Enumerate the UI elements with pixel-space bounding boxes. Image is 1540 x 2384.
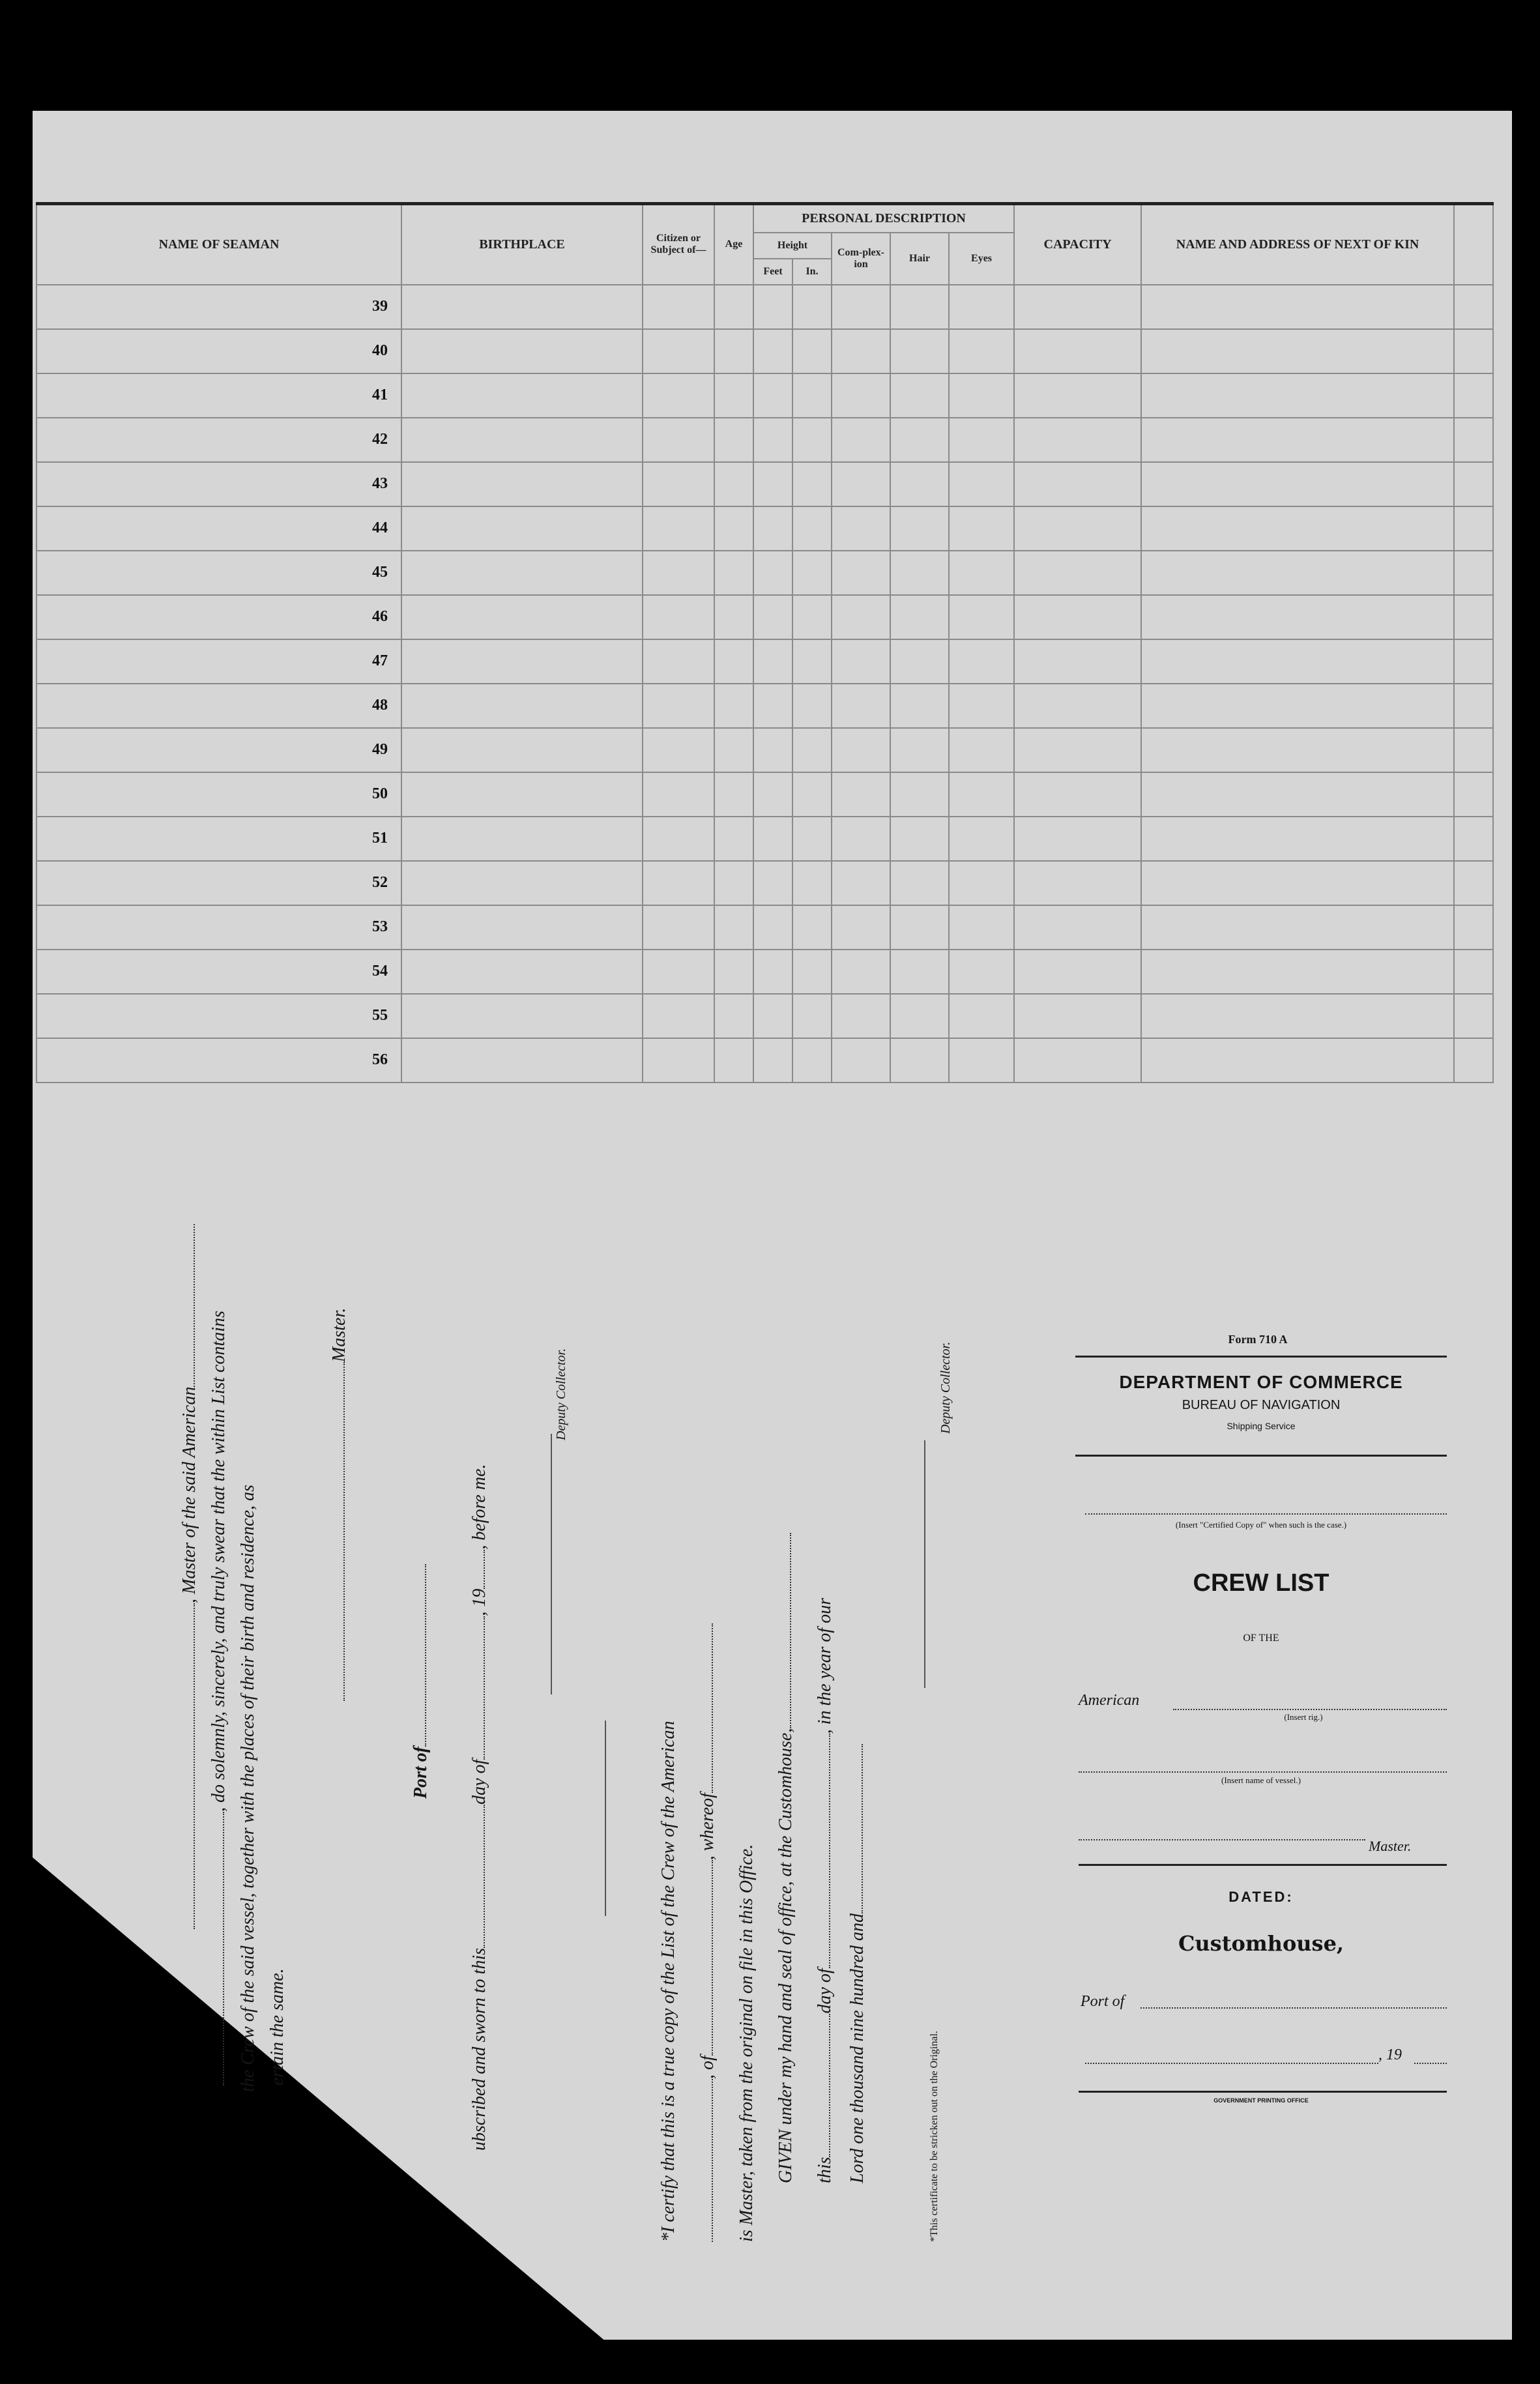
table-cell[interactable] — [1014, 817, 1141, 861]
table-cell[interactable] — [401, 684, 643, 728]
divider-line — [605, 1721, 606, 1916]
table-cell[interactable] — [714, 861, 753, 905]
table-cell[interactable] — [401, 418, 643, 462]
table-cell[interactable] — [949, 684, 1014, 728]
cert-deputy: Deputy Collector. — [938, 1341, 953, 1434]
row-number: 50 — [36, 772, 401, 817]
table-cell[interactable] — [792, 684, 832, 728]
form-dated: DATED: — [1228, 1889, 1294, 1905]
table-cell[interactable] — [1014, 506, 1141, 551]
table-cell[interactable] — [1141, 418, 1454, 462]
row-number: 43 — [36, 462, 401, 506]
table-cell[interactable] — [643, 639, 714, 684]
table-cell[interactable] — [753, 817, 792, 861]
table-cell[interactable] — [792, 772, 832, 817]
table-cell[interactable] — [949, 462, 1014, 506]
row-number: 56 — [36, 1038, 401, 1083]
table-cell[interactable] — [1141, 285, 1454, 329]
table-cell[interactable] — [792, 285, 832, 329]
table-cell[interactable] — [1141, 1038, 1454, 1083]
header-height: Height — [753, 233, 832, 259]
header-kin: NAME AND ADDRESS OF NEXT OF KIN — [1141, 204, 1454, 285]
table-row — [36, 905, 1493, 950]
oath-master-line: Master. — [329, 1308, 350, 1701]
form-rule-mid — [1075, 1455, 1447, 1458]
row-number: 41 — [36, 373, 401, 418]
table-cell[interactable] — [401, 639, 643, 684]
table-cell[interactable] — [643, 595, 714, 639]
table-cell[interactable] — [643, 950, 714, 994]
table-cell[interactable] — [401, 551, 643, 595]
table-cell[interactable] — [714, 462, 753, 506]
table-cell[interactable] — [753, 639, 792, 684]
table-cell[interactable] — [1014, 684, 1141, 728]
table-cell[interactable] — [832, 506, 890, 551]
table-cell[interactable] — [401, 462, 643, 506]
table-cell[interactable] — [753, 994, 792, 1038]
table-cell[interactable] — [792, 462, 832, 506]
table-cell[interactable] — [714, 418, 753, 462]
table-cell[interactable] — [949, 329, 1014, 373]
row-number: 40 — [36, 329, 401, 373]
table-cell[interactable] — [1454, 595, 1493, 639]
table-cell[interactable] — [890, 285, 949, 329]
table-cell[interactable] — [949, 817, 1014, 861]
oath-line-4: ertain the same. — [267, 1968, 287, 2086]
row-number: 52 — [36, 861, 401, 905]
table-cell[interactable] — [949, 728, 1014, 772]
table-cell[interactable] — [949, 595, 1014, 639]
row-number: 46 — [36, 595, 401, 639]
table-cell[interactable] — [1014, 329, 1141, 373]
table-cell[interactable] — [792, 861, 832, 905]
table-cell[interactable] — [643, 861, 714, 905]
table-cell[interactable] — [401, 861, 643, 905]
table-cell[interactable] — [714, 329, 753, 373]
table-cell[interactable] — [832, 772, 890, 817]
form-year-line — [1414, 2063, 1447, 2065]
table-cell[interactable] — [832, 950, 890, 994]
row-number: 44 — [36, 506, 401, 551]
table-cell[interactable] — [832, 595, 890, 639]
header-extra — [1454, 204, 1493, 285]
table-cell[interactable] — [401, 772, 643, 817]
form-customhouse: Customhouse, — [1178, 1931, 1344, 1956]
table-cell[interactable] — [714, 905, 753, 950]
row-number: 42 — [36, 418, 401, 462]
row-number: 47 — [36, 639, 401, 684]
table-cell[interactable] — [401, 728, 643, 772]
table-cell[interactable] — [643, 684, 714, 728]
table-cell[interactable] — [792, 373, 832, 418]
table-cell[interactable] — [832, 1038, 890, 1083]
table-cell[interactable] — [643, 285, 714, 329]
table-cell[interactable] — [714, 728, 753, 772]
table-cell[interactable] — [1454, 285, 1493, 329]
table-cell[interactable] — [643, 728, 714, 772]
table-cell[interactable] — [949, 905, 1014, 950]
cert-footnote: *This certificate to be stricken out on the Original. — [929, 2031, 940, 2242]
table-cell[interactable] — [643, 772, 714, 817]
table-cell[interactable] — [890, 684, 949, 728]
table-cell[interactable] — [890, 506, 949, 551]
row-number: 49 — [36, 728, 401, 772]
table-cell[interactable] — [714, 373, 753, 418]
table-cell[interactable] — [1014, 639, 1141, 684]
table-cell[interactable] — [832, 462, 890, 506]
table-cell[interactable] — [890, 950, 949, 994]
table-cell[interactable] — [714, 285, 753, 329]
form-date-line — [1085, 2063, 1378, 2065]
table-cell[interactable] — [1141, 462, 1454, 506]
table-cell[interactable] — [792, 1038, 832, 1083]
header-complexion: Com-plex-ion — [832, 233, 890, 285]
table-cell[interactable] — [1454, 772, 1493, 817]
table-cell[interactable] — [1141, 373, 1454, 418]
table-cell[interactable] — [753, 728, 792, 772]
table-cell[interactable] — [1014, 418, 1141, 462]
form-port-line — [1140, 2007, 1447, 2010]
form-year: , 19 — [1378, 2046, 1402, 2063]
table-cell[interactable] — [832, 285, 890, 329]
table-cell[interactable] — [1014, 861, 1141, 905]
crew-table — [36, 202, 1494, 1083]
torn-corner — [33, 1857, 619, 2353]
cert-line-5: thisday of, in the year of our — [815, 1597, 835, 2183]
table-cell[interactable] — [890, 595, 949, 639]
table-cell[interactable] — [890, 639, 949, 684]
form-rule-bottom — [1079, 2091, 1447, 2094]
table-cell[interactable] — [890, 329, 949, 373]
table-cell[interactable] — [949, 285, 1014, 329]
header-name: NAME OF SEAMAN — [36, 204, 401, 285]
table-cell[interactable] — [1454, 551, 1493, 595]
table-cell[interactable] — [1141, 506, 1454, 551]
table-cell[interactable] — [949, 772, 1014, 817]
table-cell[interactable] — [949, 861, 1014, 905]
table-cell[interactable] — [1454, 506, 1493, 551]
table-cell[interactable] — [890, 462, 949, 506]
oath-line-1: , Master of the said American — [179, 1224, 200, 1929]
table-cell[interactable] — [753, 506, 792, 551]
table-cell[interactable] — [1014, 1038, 1141, 1083]
table-cell[interactable] — [832, 817, 890, 861]
table-cell[interactable] — [1014, 905, 1141, 950]
row-number: 45 — [36, 551, 401, 595]
table-cell[interactable] — [753, 950, 792, 994]
table-cell[interactable] — [1454, 728, 1493, 772]
table-row — [36, 329, 1493, 373]
oath-deputy: Deputy Collector. — [554, 1348, 568, 1440]
table-cell[interactable] — [1454, 373, 1493, 418]
table-cell[interactable] — [643, 418, 714, 462]
table-cell[interactable] — [949, 373, 1014, 418]
table-row — [36, 994, 1493, 1038]
form-number: Form 710 A — [1228, 1333, 1288, 1346]
table-cell[interactable] — [1141, 684, 1454, 728]
form-rig-line — [1173, 1709, 1447, 1711]
table-cell[interactable] — [1454, 684, 1493, 728]
table-row — [36, 684, 1493, 728]
table-cell[interactable] — [714, 506, 753, 551]
table-cell[interactable] — [792, 994, 832, 1038]
table-cell[interactable] — [1141, 772, 1454, 817]
table-row — [36, 506, 1493, 551]
table-cell[interactable] — [714, 772, 753, 817]
oath-subscribed: ubscribed and sworn to thisday of, 19, before me. — [469, 1464, 489, 2151]
table-cell[interactable] — [949, 1038, 1014, 1083]
table-cell[interactable] — [832, 551, 890, 595]
form-name-line — [1079, 1771, 1447, 1774]
form-american: American — [1079, 1692, 1140, 1709]
table-row — [36, 462, 1493, 506]
table-cell[interactable] — [753, 329, 792, 373]
table-cell[interactable] — [1014, 950, 1141, 994]
table-cell[interactable] — [401, 329, 643, 373]
table-cell[interactable] — [753, 462, 792, 506]
table-cell[interactable] — [753, 905, 792, 950]
form-insert-rig: (Insert rig.) — [1284, 1712, 1323, 1722]
table-cell[interactable] — [753, 861, 792, 905]
table-cell[interactable] — [890, 418, 949, 462]
table-cell[interactable] — [753, 1038, 792, 1083]
table-cell[interactable] — [643, 1038, 714, 1083]
header-capacity: CAPACITY — [1014, 204, 1141, 285]
table-cell[interactable] — [714, 551, 753, 595]
table-cell[interactable] — [401, 994, 643, 1038]
table-cell[interactable] — [643, 373, 714, 418]
row-number: 55 — [36, 994, 401, 1038]
form-bureau: BUREAU OF NAVIGATION — [1182, 1398, 1341, 1412]
table-cell[interactable] — [401, 817, 643, 861]
table-cell[interactable] — [401, 1038, 643, 1083]
table-cell[interactable] — [753, 418, 792, 462]
table-cell[interactable] — [1454, 462, 1493, 506]
cert-line-6: Lord one thousand nine hundred and — [847, 1744, 868, 2183]
table-cell[interactable] — [643, 551, 714, 595]
table-cell[interactable] — [643, 905, 714, 950]
row-number: 54 — [36, 950, 401, 994]
table-cell[interactable] — [792, 551, 832, 595]
table-row — [36, 728, 1493, 772]
table-cell[interactable] — [753, 285, 792, 329]
form-insert-name: (Insert name of vessel.) — [1221, 1775, 1301, 1785]
header-eyes: Eyes — [949, 233, 1014, 285]
table-cell[interactable] — [714, 684, 753, 728]
form-copy-line — [1085, 1513, 1447, 1516]
table-row — [36, 1038, 1493, 1083]
oath-line-3: the Crew of the said vessel, together with the places of their birth and residence, as — [238, 1485, 258, 2092]
table-cell[interactable] — [1141, 728, 1454, 772]
table-cell[interactable] — [753, 684, 792, 728]
table-cell[interactable] — [890, 994, 949, 1038]
table-cell[interactable] — [832, 418, 890, 462]
table-cell[interactable] — [643, 329, 714, 373]
header-hair: Hair — [890, 233, 949, 285]
oath-port: Port of — [411, 1564, 431, 1799]
table-cell[interactable] — [1141, 551, 1454, 595]
table-cell[interactable] — [792, 817, 832, 861]
oath-line-2: , do solemnly, sincerely, and truly swear that the within List contains — [209, 1311, 229, 2086]
table-cell[interactable] — [1454, 950, 1493, 994]
row-number: 53 — [36, 905, 401, 950]
form-title: CREW LIST — [1193, 1569, 1329, 1597]
table-cell[interactable] — [792, 950, 832, 994]
form-rule-top — [1075, 1356, 1447, 1359]
table-cell[interactable] — [792, 506, 832, 551]
form-printer: GOVERNMENT PRINTING OFFICE — [1213, 2097, 1309, 2104]
table-cell[interactable] — [1454, 418, 1493, 462]
table-row — [36, 772, 1493, 817]
table-cell[interactable] — [401, 373, 643, 418]
table-cell[interactable] — [890, 1038, 949, 1083]
table-cell[interactable] — [1454, 817, 1493, 861]
table-cell[interactable] — [643, 994, 714, 1038]
table-cell[interactable] — [714, 595, 753, 639]
table-cell[interactable] — [949, 506, 1014, 551]
table-cell[interactable] — [1141, 994, 1454, 1038]
table-cell[interactable] — [401, 285, 643, 329]
cert-line-3: is Master, taken from the original on file in this Office. — [736, 1844, 757, 2242]
table-cell[interactable] — [753, 772, 792, 817]
table-cell[interactable] — [1454, 861, 1493, 905]
table-cell[interactable] — [832, 994, 890, 1038]
table-cell[interactable] — [714, 1038, 753, 1083]
table-row — [36, 418, 1493, 462]
header-personal: PERSONAL DESCRIPTION — [753, 204, 1014, 233]
table-cell[interactable] — [1454, 994, 1493, 1038]
table-cell[interactable] — [753, 551, 792, 595]
table-cell[interactable] — [1141, 950, 1454, 994]
table-row — [36, 950, 1493, 994]
form-of-the: OF THE — [1243, 1633, 1279, 1644]
table-cell[interactable] — [401, 905, 643, 950]
cert-line-4: GIVEN under my hand and seal of office, at the Customhouse, — [776, 1533, 796, 2183]
row-number: 39 — [36, 285, 401, 329]
cert-line-2: , of, whereof — [697, 1623, 718, 2242]
table-row — [36, 639, 1493, 684]
table-cell[interactable] — [832, 728, 890, 772]
table-cell[interactable] — [792, 639, 832, 684]
table-row — [36, 551, 1493, 595]
table-row — [36, 285, 1493, 329]
table-cell[interactable] — [643, 506, 714, 551]
table-cell[interactable] — [890, 772, 949, 817]
table-cell[interactable] — [890, 728, 949, 772]
table-cell[interactable] — [1141, 639, 1454, 684]
table-cell[interactable] — [643, 817, 714, 861]
header-inches: In. — [792, 259, 832, 285]
table-row — [36, 373, 1493, 418]
table-cell[interactable] — [1141, 595, 1454, 639]
table-cell[interactable] — [949, 994, 1014, 1038]
table-cell[interactable] — [753, 595, 792, 639]
table-cell[interactable] — [832, 861, 890, 905]
table-cell[interactable] — [714, 950, 753, 994]
form-dept: DEPARTMENT OF COMMERCE — [1119, 1372, 1403, 1392]
table-cell[interactable] — [832, 905, 890, 950]
table-cell[interactable] — [1014, 462, 1141, 506]
table-cell[interactable] — [1454, 639, 1493, 684]
form-insert-copy: (Insert "Certified Copy of" when such is the case.) — [1175, 1520, 1347, 1530]
row-number: 48 — [36, 684, 401, 728]
table-cell[interactable] — [643, 462, 714, 506]
table-cell[interactable] — [714, 994, 753, 1038]
form-master-line — [1079, 1839, 1365, 1842]
table-cell[interactable] — [832, 684, 890, 728]
table-cell[interactable] — [832, 639, 890, 684]
cert-deputy-line — [924, 1440, 925, 1688]
table-cell[interactable] — [949, 639, 1014, 684]
table-cell[interactable] — [792, 329, 832, 373]
oath-deputy-line — [551, 1434, 552, 1694]
table-cell[interactable] — [792, 418, 832, 462]
table-cell[interactable] — [1141, 329, 1454, 373]
table-cell[interactable] — [792, 905, 832, 950]
form-port: Port of — [1081, 1993, 1125, 2010]
cert-line-1: *I certify that this is a true copy of the List of the Crew of the American — [658, 1721, 678, 2242]
table-cell[interactable] — [1454, 1038, 1493, 1083]
table-cell[interactable] — [401, 595, 643, 639]
table-cell[interactable] — [890, 817, 949, 861]
table-cell[interactable] — [890, 905, 949, 950]
table-cell[interactable] — [1014, 551, 1141, 595]
table-cell[interactable] — [792, 595, 832, 639]
table-cell[interactable] — [1141, 905, 1454, 950]
form-rule-dated — [1079, 1864, 1447, 1867]
form-master: Master. — [1369, 1838, 1412, 1854]
table-cell[interactable] — [401, 506, 643, 551]
header-age: Age — [714, 204, 753, 285]
table-cell[interactable] — [890, 551, 949, 595]
table-cell[interactable] — [1014, 728, 1141, 772]
table-cell[interactable] — [949, 418, 1014, 462]
table-cell[interactable] — [1014, 994, 1141, 1038]
table-cell[interactable] — [1141, 817, 1454, 861]
table-cell[interactable] — [714, 817, 753, 861]
table-row — [36, 817, 1493, 861]
table-cell[interactable] — [1454, 905, 1493, 950]
table-cell[interactable] — [1014, 595, 1141, 639]
form-service: Shipping Service — [1227, 1421, 1296, 1431]
table-cell[interactable] — [1014, 772, 1141, 817]
table-cell[interactable] — [1014, 373, 1141, 418]
table-cell[interactable] — [753, 373, 792, 418]
table-cell[interactable] — [1014, 285, 1141, 329]
table-cell[interactable] — [949, 551, 1014, 595]
header-feet: Feet — [753, 259, 792, 285]
table-cell[interactable] — [1141, 861, 1454, 905]
header-birthplace: BIRTHPLACE — [401, 204, 643, 285]
row-number: 51 — [36, 817, 401, 861]
table-cell[interactable] — [1454, 329, 1493, 373]
table-cell[interactable] — [714, 639, 753, 684]
table-row — [36, 861, 1493, 905]
table-row — [36, 595, 1493, 639]
table-cell[interactable] — [890, 373, 949, 418]
table-cell[interactable] — [890, 861, 949, 905]
table-cell[interactable] — [832, 329, 890, 373]
table-cell[interactable] — [949, 950, 1014, 994]
header-citizen: Citizen or Subject of— — [643, 204, 714, 285]
crew-table-body — [36, 285, 1493, 1083]
table-cell[interactable] — [832, 373, 890, 418]
table-cell[interactable] — [401, 950, 643, 994]
table-cell[interactable] — [792, 728, 832, 772]
